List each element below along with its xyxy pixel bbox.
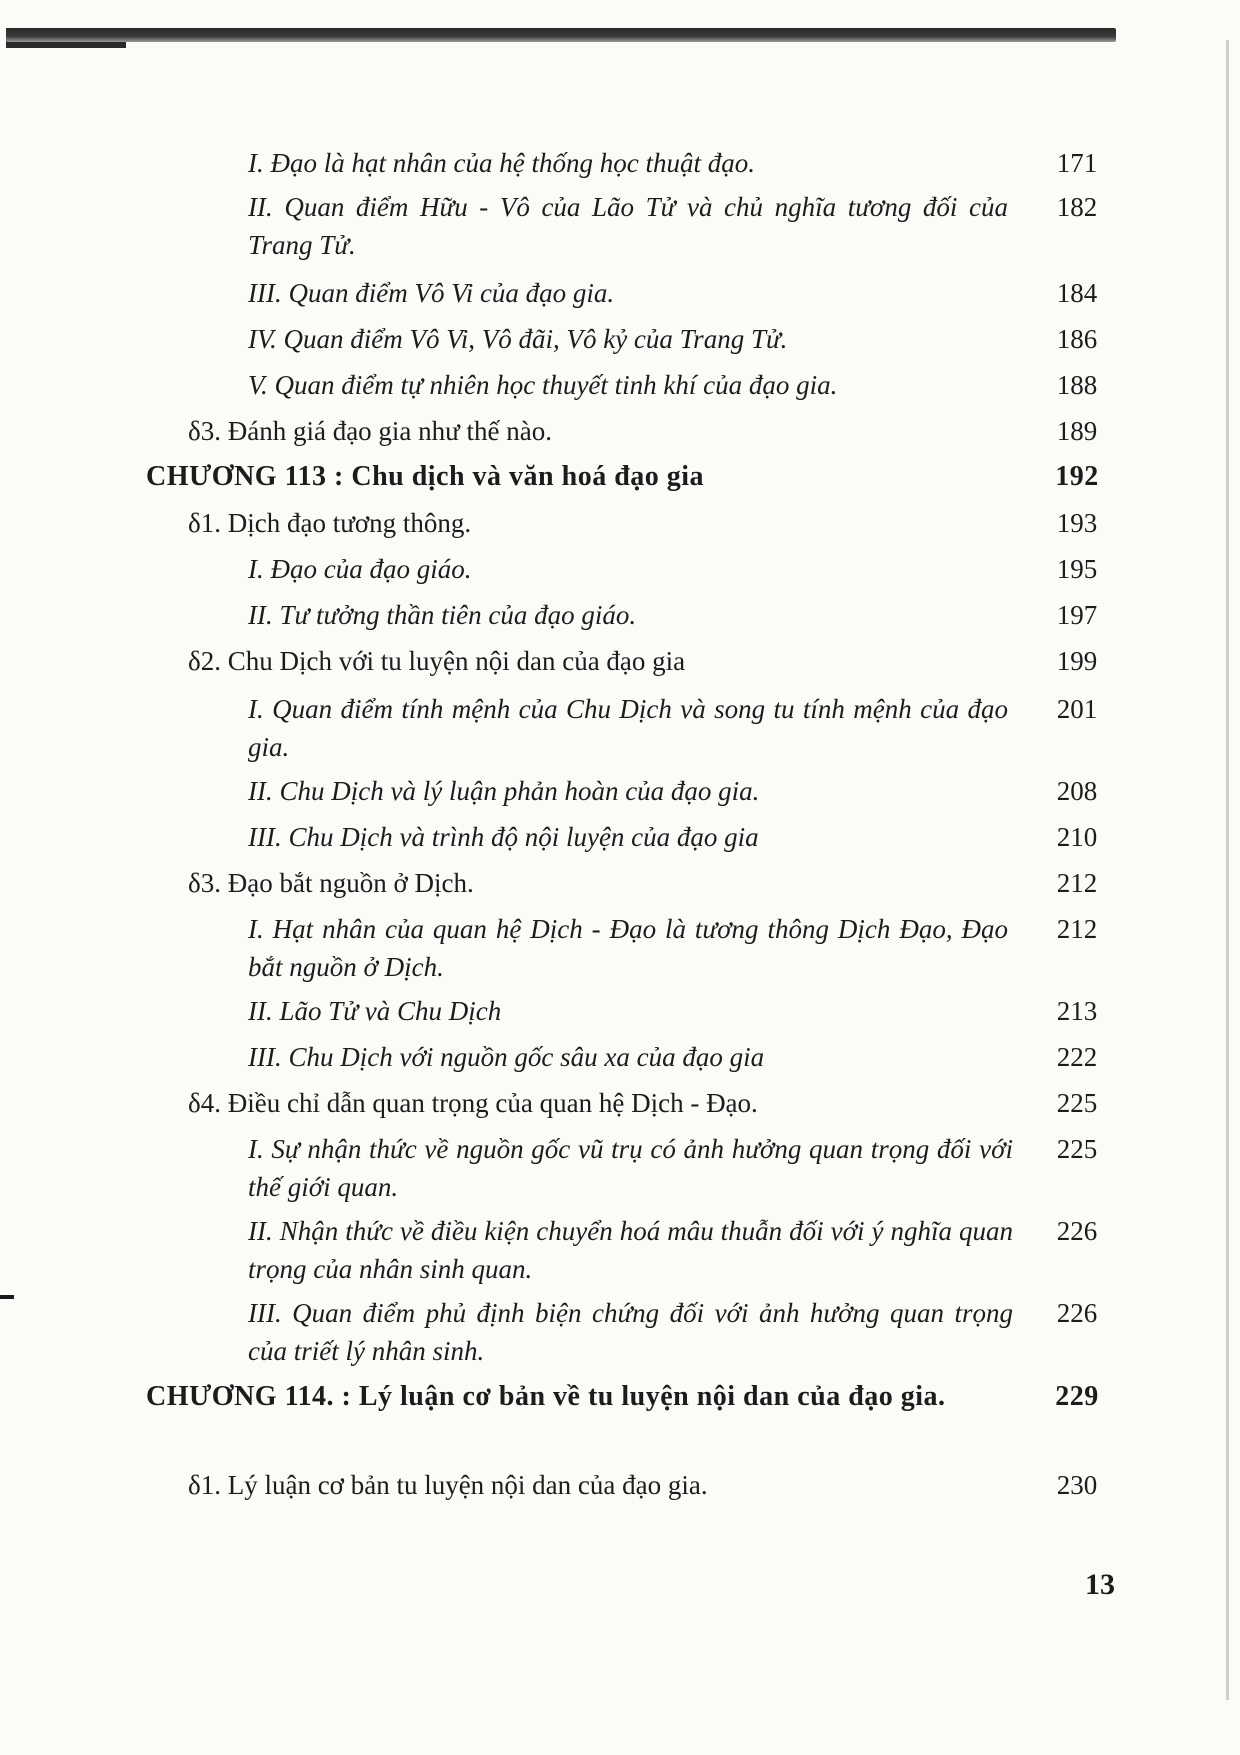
toc-entry-page: 212 xyxy=(1056,868,1098,898)
toc-entry-title: I. Đạo là hạt nhân của hệ thống học thuật đạo. xyxy=(248,148,755,178)
toc-entry-page: 212 xyxy=(1056,914,1098,944)
toc-entry-page: 208 xyxy=(1056,776,1098,806)
toc-entry-title: III. Quan điểm phủ định biện chứng đối với ảnh hưởng quan trọng của triết lý nhân sinh. xyxy=(248,1298,1013,1366)
toc-entry-title: δ3. Đánh giá đạo gia như thế nào. xyxy=(188,416,553,446)
toc-entry-title: II. Chu Dịch và lý luận phản hoàn của đạo gia. xyxy=(248,776,760,806)
toc-entry-title: IV. Quan điểm Vô Vi, Vô đãi, Vô kỷ của Trang Tử. xyxy=(248,324,788,354)
toc-entry-title: δ1. Dịch đạo tương thông. xyxy=(188,508,472,538)
toc-entry-title: III. Quan điểm Vô Vi của đạo gia. xyxy=(248,278,615,308)
toc-entry-title: I. Sự nhận thức về nguồn gốc vũ trụ có ảnh hưởng quan trọng đối với thế giới quan. xyxy=(248,1134,1013,1202)
toc-entry-title: II. Lão Tử và Chu Dịch xyxy=(248,996,502,1026)
toc-entry-page: 210 xyxy=(1056,822,1098,852)
toc-entry-page: 213 xyxy=(1056,996,1098,1026)
toc-entry-page: 188 xyxy=(1056,370,1098,400)
scan-mark xyxy=(0,1295,14,1299)
toc-entry-title: δ4. Điều chỉ dẫn quan trọng của quan hệ Dịch - Đạo. xyxy=(188,1088,758,1118)
toc-entry-page: 182 xyxy=(1056,192,1098,222)
toc-entry-title: II. Tư tưởng thần tiên của đạo giáo. xyxy=(248,600,637,630)
toc-entry-page: 230 xyxy=(1056,1470,1098,1500)
toc-entry-page: 192 xyxy=(1055,461,1099,492)
toc-entry-page: 184 xyxy=(1056,278,1098,308)
toc-entry-page: 229 xyxy=(1055,1381,1099,1412)
toc-entry-title: V. Quan điểm tự nhiên học thuyết tinh khí của đạo gia. xyxy=(248,370,838,400)
toc-entry-title: II. Nhận thức về điều kiện chuyển hoá mâu thuẫn đối với ý nghĩa quan trọng của nhân sinh quan. xyxy=(248,1216,1013,1284)
toc-entry-title: δ2. Chu Dịch với tu luyện nội dan của đạo gia xyxy=(188,646,686,676)
toc-entry-page: 189 xyxy=(1056,416,1098,446)
toc-entry-title: CHƯƠNG 114. : Lý luận cơ bản về tu luyện nội dan của đạo gia. xyxy=(146,1381,946,1412)
toc-entry-page: 197 xyxy=(1056,600,1098,630)
toc-entry-page: 201 xyxy=(1056,694,1098,724)
toc-entry-page: 226 xyxy=(1056,1216,1098,1246)
page-number: 13 xyxy=(1085,1568,1115,1601)
scan-border-top xyxy=(6,28,1116,42)
toc-entry-page: 193 xyxy=(1056,508,1098,538)
toc-entry-page: 195 xyxy=(1056,554,1098,584)
toc-entry-page: 225 xyxy=(1056,1134,1098,1164)
toc-entry-title: III. Chu Dịch với nguồn gốc sâu xa của đạo gia xyxy=(248,1042,765,1072)
toc-entry-page: 226 xyxy=(1056,1298,1098,1328)
toc-entry-title: δ1. Lý luận cơ bản tu luyện nội dan của đạo gia. xyxy=(188,1470,708,1500)
toc-entry-title: I. Hạt nhân của quan hệ Dịch - Đạo là tương thông Dịch Đạo, Đạo bắt nguồn ở Dịch. xyxy=(248,914,1008,982)
scan-border-right xyxy=(1226,40,1229,1700)
toc-entry-page: 225 xyxy=(1056,1088,1098,1118)
toc-entry-title: II. Quan điểm Hữu - Vô của Lão Tử và chủ nghĩa tương đối của Trang Tử. xyxy=(248,192,1008,260)
toc-entry-page: 171 xyxy=(1056,148,1098,178)
toc-entry-title: CHƯƠNG 113 : Chu dịch và văn hoá đạo gia xyxy=(146,461,705,492)
toc-entry-page: 222 xyxy=(1056,1042,1098,1072)
toc-entry-title: δ3. Đạo bắt nguồn ở Dịch. xyxy=(188,868,474,898)
toc-entry-page: 186 xyxy=(1056,324,1098,354)
toc-entry-page: 199 xyxy=(1056,646,1098,676)
toc-entry-title: I. Quan điểm tính mệnh của Chu Dịch và song tu tính mệnh của đạo gia. xyxy=(248,694,1008,762)
toc-entry-title: III. Chu Dịch và trình độ nội luyện của đạo gia xyxy=(248,822,759,852)
toc-entry-title: I. Đạo của đạo giáo. xyxy=(248,554,472,584)
